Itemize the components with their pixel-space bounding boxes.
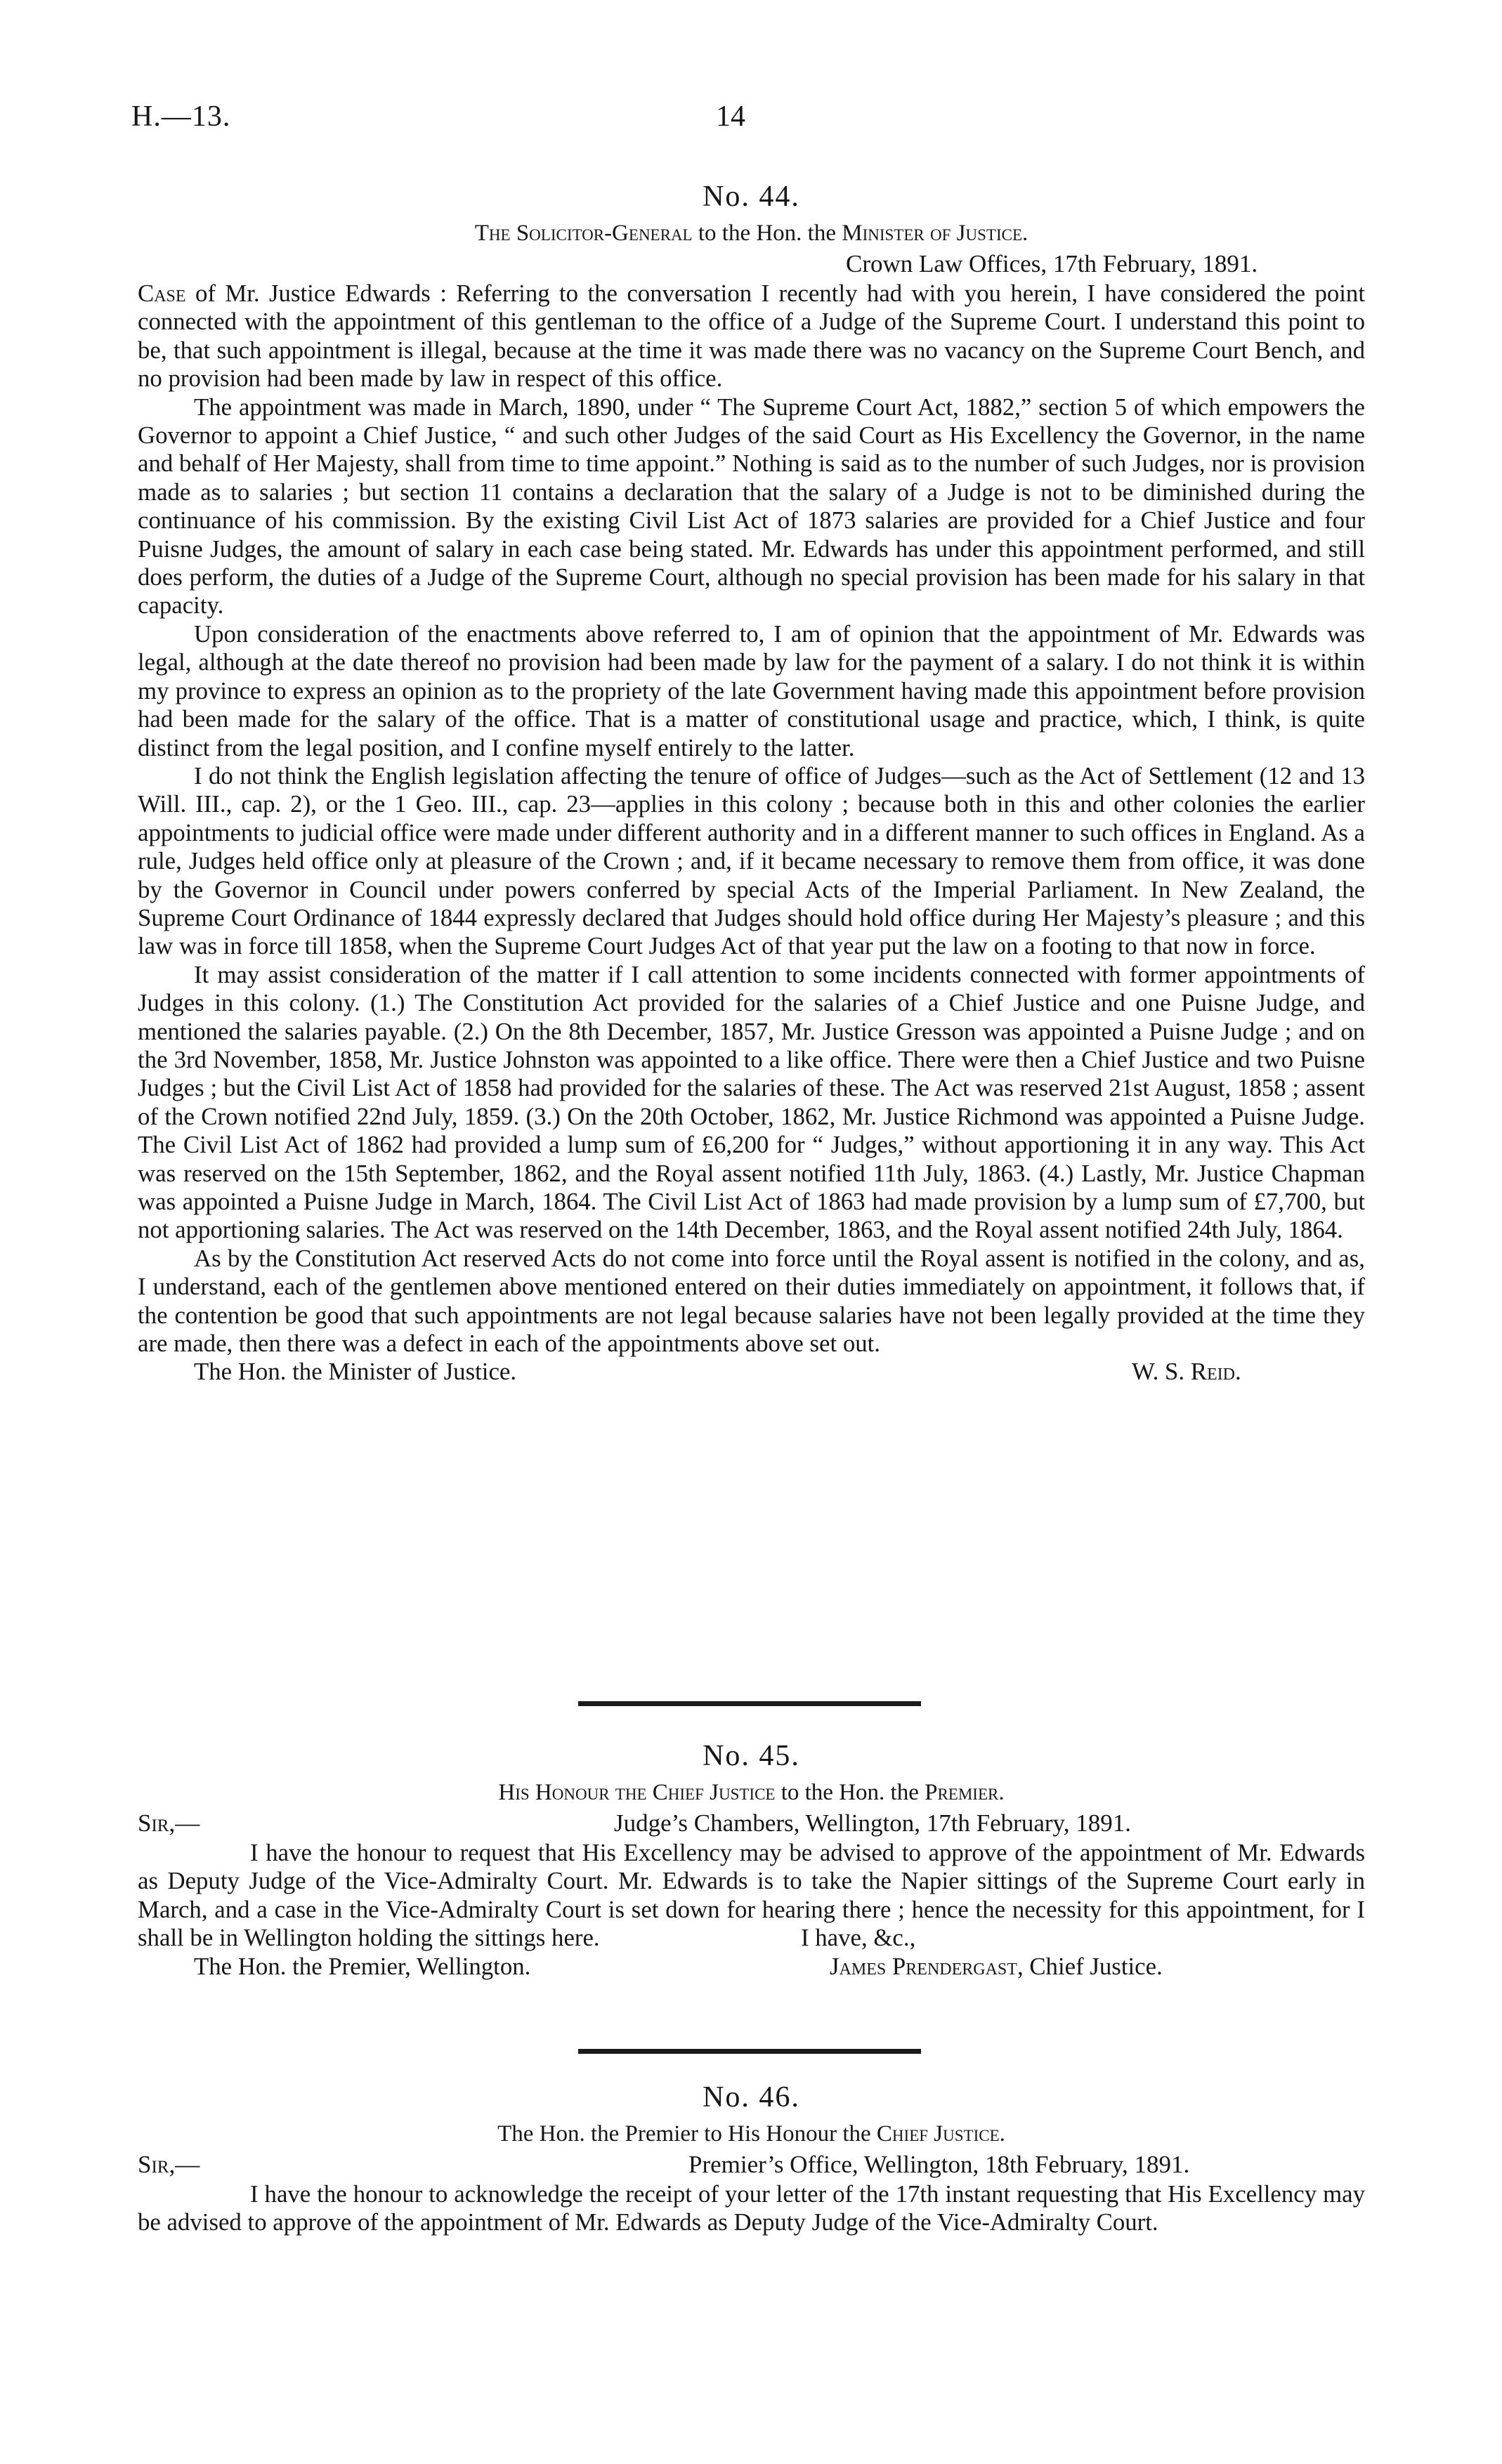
letter-45 — [138, 1735, 1365, 1981]
letter-recipient: Premier — [925, 1780, 999, 1805]
closing-line — [138, 1924, 1365, 1952]
section-divider — [578, 2049, 921, 2054]
section-divider — [578, 1701, 921, 1706]
heading-end: . — [998, 1780, 1005, 1805]
letter-number: No. 44. — [703, 181, 800, 213]
letter-dateline: Premier’s Office, Wellington, 18th February, 1891. — [688, 2151, 1190, 2178]
letter-recipient: Chief Justice — [876, 2121, 1000, 2147]
paragraph: Upon consideration of the enactments above referred to, I am of opinion that the appointment of Mr. Edwards was legal, although at the date thereof no provision had been made by law for the payment of a salary. I do not think it is within my province to express an opinion as to the propriety of the late Government having made this appointment before provision had been made for the salary of the office. That is a matter of constitutional usage and practice, which, I think, is quite distinct from the legal position, and I confine myself entirely to the latter. — [138, 620, 1365, 761]
paragraph: I have the honour to acknowledge the receipt of your letter of the 17th instant requesting that His Excellency may be advised to approve of the appointment of Mr. Edwards as Deputy Judge of the Vice-Admiralty Court. — [138, 2180, 1365, 2236]
document-reference: H.—13. — [131, 100, 231, 133]
signature-line — [138, 1358, 1365, 1386]
letter-connector: to the Hon. the — [775, 1780, 925, 1805]
salutation: Sir,— — [138, 2151, 200, 2178]
signature-line — [138, 1953, 1365, 1981]
letter-sender: The Hon. the Premier — [497, 2121, 699, 2147]
letter-heading — [138, 2118, 1365, 2149]
heading-end: . — [1022, 221, 1028, 246]
paragraph — [138, 280, 1365, 393]
closing: I have, &c., — [801, 1924, 916, 1952]
salutation: Sir,— — [138, 1809, 200, 1837]
letter-recipient: Minister of Justice — [842, 221, 1022, 246]
heading-end: . — [999, 2121, 1005, 2147]
letter-number: No. 45. — [703, 1740, 800, 1772]
letter-46 — [138, 2076, 1365, 2237]
signature-block — [830, 1953, 1163, 1981]
salutation-line — [138, 1808, 1365, 1839]
addressee: The Hon. the Premier, Wellington. — [194, 1952, 531, 1980]
letter-heading — [138, 1777, 1365, 1808]
paragraph-text: of Mr. Justice Edwards : Referring to the conversation I recently had with you herein, I have considered the point connected with the appointment of this gentleman to the office of a Judge of the Supreme Court. I understand this point to be, that such appointment is illegal, because at the time it was made there was no vacancy on the Supreme Court Bench, and no provision had been made by law in respect of this office. — [138, 280, 1365, 393]
letter-connector: to His Honour the — [698, 2121, 877, 2147]
letter-sender: His Honour the Chief Justice — [498, 1780, 776, 1805]
letter-dateline: Crown Law Offices, 17th February, 1891. — [846, 250, 1258, 277]
paragraph: It may assist consideration of the matter if I call attention to some incidents connected with former appointments of Judges in this colony. (1.) The Constitution Act provided for the salaries of a Chief Justice and one Puisne Judge, and mentioned the salaries payable. (2.) On the 8th December, 1857, Mr. Justice Gresson was appointed a Puisne Judge ; and on the 3rd November, 1858, Mr. Justice Johnston was appointed to a like office. There were then a Chief Justice and two Puisne Judges ; but the Civil List Act of 1858 had provided for the salaries of these. The Act was reserved 21st August, 1858 ; assent of the Crown notified 22nd July, 1859. (3.) On the 20th October, 1862, Mr. Justice Richmond was appointed a Puisne Judge. The Civil List Act of 1862 had provided a lump sum of £6,200 for “ Judges,” without apportioning it in any way. This Act was reserved on the 15th September, 1862, and the Royal assent notified 11th July, 1863. (4.) Lastly, Mr. Justice Chapman was appointed a Puisne Judge in March, 1864. The Civil List Act of 1863 had made provision by a lump sum of £7,700, but not apportioning salaries. The Act was reserved on the 14th December, 1863, and the Royal assent notified 24th July, 1864. — [138, 960, 1365, 1244]
letter-dateline: Judge’s Chambers, Wellington, 17th February, 1891. — [614, 1809, 1131, 1837]
addressee: The Hon. the Minister of Justice. — [194, 1358, 517, 1386]
letter-sender: The Solicitor-General — [474, 221, 693, 246]
letter-heading — [138, 218, 1365, 249]
paragraph: I have the honour to request that His Excellency may be advised to approve of the appointment of Mr. Edwards as Deputy Judge of the Vice-Admiralty Court. Mr. Edwards is to take the Napier sittings of the Supreme Court early in March, and a case in the Vice-Admiralty Court is set down for hearing there ; hence the necessity for this appointment, for I shall be in Wellington holding the sittings here. — [138, 1839, 1365, 1952]
page-number: 14 — [716, 100, 745, 133]
case-lead: Case — [138, 280, 186, 307]
signature-title: , Chief Justice. — [1017, 1952, 1163, 1980]
paragraph: I do not think the English legislation affecting the tenure of office of Judges—such as the Act of Settlement (12 and 13 Will. III., cap. 2), or the 1 Geo. III., cap. 23—applies in this colony ; because both in this and other colonies the earlier appointments to judicial office were made under different authority and in a different manner to such offices in England. As a rule, Judges held office only at pleasure of the Crown ; and, if it became necessary to remove them from office, it was done by the Governor in Council under powers conferred by special Acts of the Imperial Parliament. In New Zealand, the Supreme Court Ordinance of 1844 expressly declared that Judges should hold office during Her Majesty’s pleasure ; and this law was in force till 1858, when the Supreme Court Judges Act of that year put the law on a footing to that now in force. — [138, 761, 1365, 960]
salutation-line — [138, 2149, 1365, 2180]
signature: James Prendergast — [830, 1952, 1017, 1980]
letter-number: No. 46. — [703, 2081, 800, 2114]
letter-44 — [138, 176, 1365, 1387]
paragraph: As by the Constitution Act reserved Acts do not come into force until the Royal assent is notified in the colony, and as, I understand, each of the gentlemen above mentioned entered on their duties immediately on appointment, it follows that, if the contention be good that such appointments are not legal because salaries have not been legally provided at the time they are made, then there was a defect in each of the appointments above set out. — [138, 1244, 1365, 1358]
paragraph: The appointment was made in March, 1890, under “ The Supreme Court Act, 1882,” section 5 of which empowers the Governor to appoint a Chief Justice, “ and such other Judges of the said Court as His Excellency the Governor, in the name and behalf of Her Majesty, shall from time to time appoint.” Nothing is said as to the number of such Judges, nor is provision made as to salaries ; but section 11 contains a declaration that the salary of a Judge is not to be diminished during the continuance of his commission. By the existing Civil List Act of 1873 salaries are provided for a Chief Justice and four Puisne Judges, the amount of salary in each case being stated. Mr. Edwards has under this appointment performed, and still does perform, the duties of a Judge of the Supreme Court, although no special provision has been made for his salary in that capacity. — [138, 393, 1365, 620]
letter-connector: to the Hon. the — [692, 221, 842, 246]
signature: W. S. Reid. — [1132, 1358, 1241, 1386]
